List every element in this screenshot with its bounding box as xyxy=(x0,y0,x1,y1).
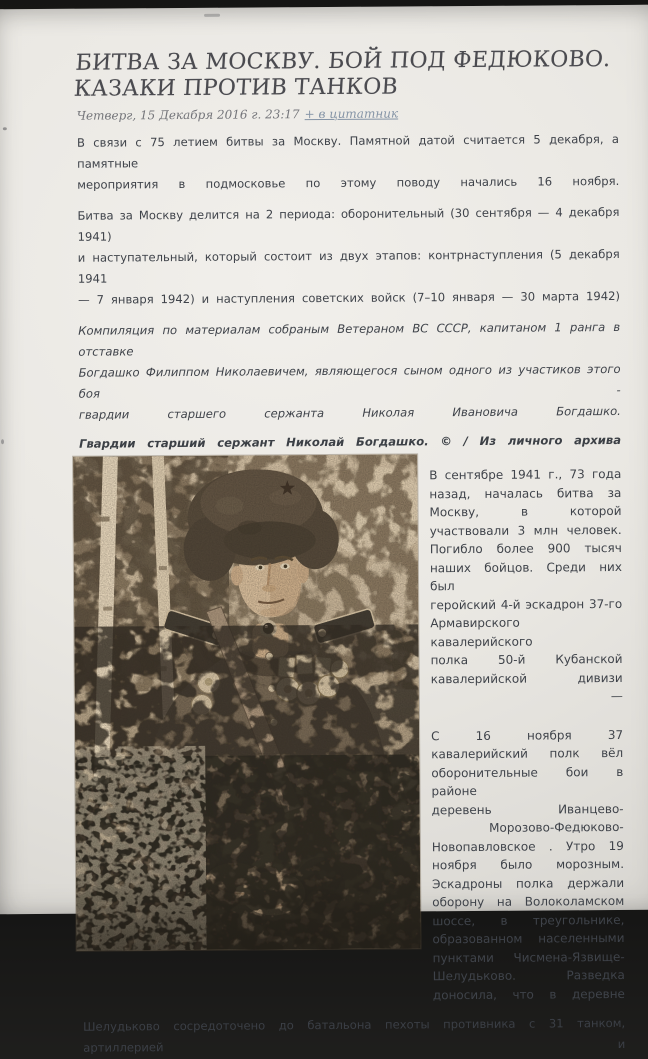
paragraph-anniversary xyxy=(77,129,619,196)
photo-caption-text: Гвардии старший сержант Николай Богдашко. © / Из личного архива xyxy=(78,432,622,451)
soldier-photo xyxy=(73,454,420,950)
text-line: полка 50-й Кубанской xyxy=(430,651,623,668)
quote-link[interactable]: + в цитатник xyxy=(304,106,399,122)
text-line: образованном населенными xyxy=(432,930,625,947)
soldier-photo-drawing xyxy=(73,454,420,950)
sidebar-text-column xyxy=(429,453,625,1004)
page-title xyxy=(73,47,618,103)
text-line: наших бойцов. Среди них был xyxy=(429,559,622,594)
paper-speck xyxy=(204,14,220,17)
text-line: Битва за Москву делится на 2 периода: оборонительный (30 сентября — 4 декабря 1941) xyxy=(77,204,620,244)
text-line: Шелудьково. Разведка xyxy=(432,967,625,984)
text-line: ноября было морозным. xyxy=(431,856,625,873)
post-meta xyxy=(77,105,619,124)
text-line: пунктами Чисмена-Язвище- xyxy=(432,949,625,965)
text-line: Армавирского кавалерийского xyxy=(430,615,533,649)
text-line: шоссе, в треугольнике, xyxy=(432,912,625,928)
text-line: оборону на Волоколамском xyxy=(432,893,625,910)
text-line: доносила, что в деревне xyxy=(432,986,625,1002)
photo-caption xyxy=(79,432,621,453)
paragraph-periods xyxy=(77,202,620,311)
text-line: В связи с 75 летием битвы за Москву. Памятной датой считается 5 декабря, а памятные xyxy=(76,131,619,171)
post-date: Четверг, 15 Декабря 2016 г. 23:17 xyxy=(76,107,300,123)
text-line: Компиляция по материалам собраным Ветераном ВС СССР, капитаном 1 ранга в отставке xyxy=(78,319,621,359)
text-line: Погибло более 900 тысяч xyxy=(429,540,622,557)
text-line: и наступательный, который состоит из двух этапов: контрнаступления (5 декабря 1941 xyxy=(77,246,620,286)
text-line: — 7 января 1942) и наступления советских войск (7–10 января — 30 марта 1942) xyxy=(77,288,621,307)
paragraph-bottom xyxy=(83,1013,625,1059)
text-line: кавалерийский полк вёл xyxy=(431,745,624,762)
text-line: мероприятия в подмосковье по этому поводу начались 16 ноября. xyxy=(77,173,620,192)
title-line-2: КАЗАКИ ПРОТИВ ТАНКОВ xyxy=(73,74,399,102)
article xyxy=(73,47,626,1059)
text-line: геройский 4-й эскадрон 37-го xyxy=(430,596,623,612)
column-gap xyxy=(431,705,623,726)
text-line: кавалерийской дивизи xyxy=(430,670,623,686)
text-line: С 16 ноября 37 xyxy=(431,727,624,743)
text-line: гвардии старшего сержанта Николая Ивановича Богдашко. xyxy=(78,403,621,422)
text-line: Морозово-Федюково- xyxy=(489,819,624,835)
paragraph-compilation xyxy=(78,317,621,426)
title-line-1: БИТВА ЗА МОСКВУ. БОЙ ПОД ФЕДЮКОВО. xyxy=(74,47,612,76)
paper-speck xyxy=(1,439,4,444)
text-line: Эскадроны полка держали xyxy=(432,875,625,891)
dash-line: — xyxy=(610,688,623,704)
paper-speck xyxy=(3,127,7,130)
text-line: Москву, в которой xyxy=(429,503,622,520)
photo-and-column xyxy=(73,453,625,1007)
paper-sheet xyxy=(0,5,648,1055)
text-line: участвовали 3 млн человек. xyxy=(429,522,622,538)
text-line: оборонительные бои в районе xyxy=(431,764,624,799)
text-line: В сентябре 1941 г., 73 года xyxy=(429,466,622,483)
text-line: назад, началась битва за xyxy=(429,485,622,501)
text-line: деревень Иванцево- xyxy=(431,801,624,817)
text-line: Новопавловское . Утро 19 xyxy=(431,838,624,854)
text-line: Богдашко Филиппом Николаевичем, являющегося сыном одного из участиков этого боя - xyxy=(78,361,621,401)
text-line: Шелудьково сосредоточено до батальона пехоты противника с 31 танком, артиллерией и xyxy=(83,1015,626,1055)
